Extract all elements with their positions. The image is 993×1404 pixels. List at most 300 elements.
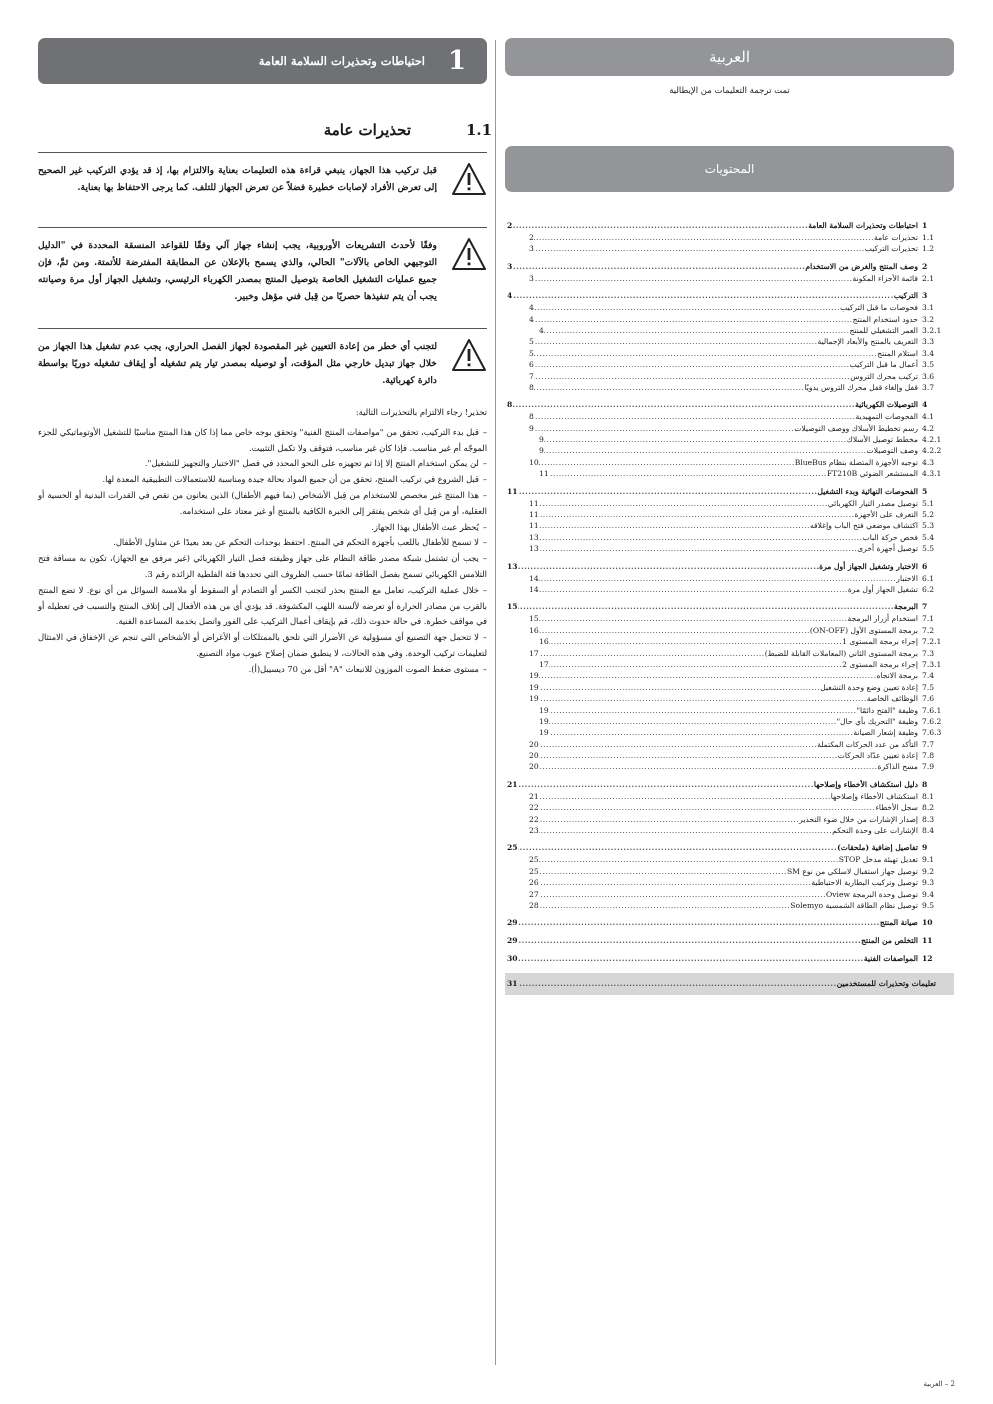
bullet-dash: – [482, 584, 487, 595]
toc-title: المستشعر الضوئي FT210B [826, 469, 918, 479]
toc-entry[interactable] [505, 814, 954, 825]
toc-title: قفل وإلغاء قفل محرك التروس يدويًا [804, 382, 918, 392]
toc-page: 13 [507, 561, 518, 571]
toc-title: التركيب [893, 291, 918, 301]
toc-leader [512, 260, 805, 273]
toc-entry[interactable] [505, 273, 954, 284]
toc-title: تشغيل الجهاز أول مرة [847, 584, 918, 594]
toc-title: برمجة المستوى الأول (ON-OFF) [809, 625, 918, 635]
toc-entry[interactable] [505, 509, 954, 520]
toc-number: 6.2 [922, 584, 935, 594]
toc-page: 19 [529, 682, 539, 692]
toc-title: تعليمات وتحذيرات للمستخدمين [836, 979, 936, 989]
caution-item [38, 630, 487, 662]
toc-number: 7.8 [922, 751, 935, 761]
toc-number: 4.3 [922, 457, 935, 467]
toc-page: 4 [529, 303, 534, 313]
toc-entry[interactable] [505, 900, 954, 911]
toc-leader [534, 359, 850, 370]
toc-leader [518, 600, 894, 613]
toc-number: 3.2 [922, 314, 935, 324]
toc-title: تعديل تهيئة مدخل STOP [838, 855, 918, 865]
toc-page: 17 [539, 659, 549, 669]
toc-title: التعرف على الأجهزة [854, 510, 918, 520]
toc-title: توصيل أجهزة أخرى [857, 544, 918, 554]
toc-number: 8.2 [922, 803, 935, 813]
toc-leader [534, 336, 818, 347]
toc-leader [518, 485, 818, 498]
toc-title: رسم تخطيط الأسلاك ووصف التوصيلات [794, 423, 918, 433]
toc-leader [539, 693, 867, 704]
toc-leader [539, 670, 877, 681]
toc-title: حدود استخدام المنتج [852, 314, 918, 324]
toc-title: برمجة الاتجاه [876, 671, 918, 681]
toc-leader [539, 761, 878, 772]
toc-page: 23 [529, 826, 539, 836]
toc-number: 2 [922, 261, 928, 271]
toc-page: 10 [529, 457, 539, 467]
toc-number: 9.1 [922, 855, 935, 865]
toc-page: 20 [529, 751, 539, 761]
toc-number: 3.2.1 [922, 325, 942, 335]
toc-page: 25 [529, 855, 539, 865]
toc-number: 9 [922, 843, 928, 853]
toc-leader [539, 739, 817, 750]
toc-title: التعريف بالمنتج والأبعاد الإجمالية [817, 337, 918, 347]
toc-title: توصيل مصدر التيار الكهربائي [827, 498, 918, 508]
toc-number: 5.2 [922, 510, 935, 520]
toc-page: 22 [529, 803, 539, 813]
subsection-heading [38, 121, 493, 139]
toc-entry[interactable] [505, 485, 954, 498]
toc-number: 3.5 [922, 360, 935, 370]
caution-text: لا تتحمل جهة التصنيع أي مسؤولية عن الأضرار التي تلحق بالممتلكات أو الأغراض أو الأشخاص التي تنجم عن الإخفاق في الامتثال لتعليمات تركيب الوحدة. وفي هذه الحالات، لا ينطبق ضمان إصلاح عيوب مواد التصنيع. [38, 632, 487, 658]
toc-entry[interactable] [505, 761, 954, 772]
bullet-dash: – [482, 474, 487, 485]
toc-number: 1.2 [922, 244, 935, 254]
toc-title: أعمال ما قبل التركيب [849, 360, 918, 370]
toc-number: 3.7 [922, 382, 935, 392]
toc-title: قائمة الأجزاء المكونة [852, 273, 918, 283]
toc-page: 21 [529, 791, 539, 801]
toc-leader [534, 243, 865, 254]
toc-entry[interactable] [505, 841, 954, 854]
toc-number: 4 [922, 400, 928, 410]
toc-entry[interactable] [505, 802, 954, 813]
caution-text: يُحظر عبث الأطفال بهذا الجهاز. [371, 521, 479, 532]
toc-title: الاختبار وتشغيل الجهاز أول مرة. [816, 561, 918, 571]
toc-entry[interactable] [505, 693, 954, 704]
toc-number: 8.4 [922, 826, 935, 836]
bullet-dash: – [482, 553, 487, 564]
toc-number: 5.5 [922, 544, 935, 554]
toc-leader [518, 560, 817, 573]
toc-title: دليل استكشاف الأخطاء وإصلاحها [813, 779, 918, 789]
language-banner [505, 38, 954, 76]
toc-entry[interactable] [505, 791, 954, 802]
toc-entry[interactable] [505, 382, 954, 393]
toc-page: 5 [529, 348, 534, 358]
toc-entry[interactable] [505, 584, 954, 595]
toc-page: 22 [529, 814, 539, 824]
toc-number: 11 [922, 936, 933, 946]
toc-title: التأكد من عدد الحركات المكتملة [817, 739, 918, 749]
toc-leader [539, 854, 839, 865]
toc-title: وصف التوصيلات [866, 446, 918, 456]
toc-leader [539, 573, 897, 584]
toc-leader [518, 916, 880, 929]
toc-leader [512, 398, 855, 411]
toc-entry[interactable] [505, 889, 954, 900]
toc-entry[interactable] [505, 778, 954, 791]
toc-leader [539, 457, 795, 468]
caution-item [38, 488, 487, 520]
page-footer: 2 – العربية [923, 1380, 955, 1388]
toc-page: 20 [529, 739, 539, 749]
toc-page: 31 [507, 979, 518, 989]
toc-title: التوصيلات الكهربائية [855, 400, 918, 410]
toc-entry[interactable] [505, 532, 954, 543]
toc-page: 15 [507, 602, 518, 612]
toc-leader [534, 411, 856, 422]
toc-title: تفاصيل إضافية (ملحقات) [837, 843, 918, 853]
warning-block [38, 328, 487, 389]
toc-entry[interactable] [505, 336, 954, 347]
toc-number: 8.3 [922, 814, 935, 824]
toc-leader [539, 802, 876, 813]
toc-entry[interactable] [505, 670, 954, 681]
toc-leader [534, 314, 853, 325]
contents-banner [505, 146, 954, 192]
toc-title: توصيل وحدة البرمجة Oview [826, 889, 918, 899]
toc-number: 3.4 [922, 348, 935, 358]
toc-entry[interactable] [505, 934, 954, 947]
bullet-dash: – [482, 663, 487, 674]
toc-leader [539, 543, 858, 554]
toc-page: 9 [539, 446, 544, 456]
bullet-dash: – [482, 537, 487, 548]
caution-item [38, 456, 487, 472]
toc-number: 7.9 [922, 762, 935, 772]
toc-page: 11 [529, 498, 539, 508]
toc-entry[interactable] [505, 243, 954, 254]
toc-page: 15 [529, 614, 539, 624]
toc-leader [549, 705, 857, 716]
toc-title: وظيفة "التحريك بأي حال" [836, 716, 918, 726]
toc-title: استكشاف الأخطاء وإصلاحها [830, 791, 918, 801]
toc-entry[interactable] [505, 739, 954, 750]
toc-entry[interactable] [505, 289, 954, 302]
toc-entry[interactable] [505, 457, 954, 468]
toc-entry[interactable] [505, 219, 954, 232]
toc-page: 14 [529, 573, 539, 583]
toc-page: 17 [529, 648, 539, 658]
toc-number: 7.4 [922, 671, 935, 681]
caution-item [38, 583, 487, 630]
toc-page: 19 [529, 694, 539, 704]
toc-number: 5.3 [922, 521, 935, 531]
subsection-title: تحذيرات عامة [323, 121, 411, 139]
toc-entry[interactable] [505, 973, 954, 995]
toc-number: 5 [922, 486, 928, 496]
toc-number: 3.6 [922, 371, 935, 381]
toc-entry[interactable] [505, 854, 954, 865]
toc-page: 21 [507, 779, 518, 789]
toc-title: الإشارات على وحدة التحكم [832, 826, 918, 836]
toc-entry[interactable] [505, 636, 954, 647]
toc-entry[interactable] [505, 705, 954, 716]
toc-entry[interactable] [505, 434, 954, 445]
toc-entry[interactable] [505, 659, 954, 670]
toc-page: 4 [539, 325, 544, 335]
toc-page: 11 [539, 469, 549, 479]
toc-number: 3.1 [922, 303, 935, 313]
toc-page: 8 [529, 382, 534, 392]
caution-text: قبل بدء التركيب، تحقق من "مواصفات المنتج الفنية" وتحقق بوجه خاص مما إذا كان هذا المنتج مناسبًا للتشغيل الأوتوماتيكي للجزء الموجّه أم غير مناسب. فإذا كان غير مناسب، فتوقف ولا تكمل التثبيت. [38, 426, 487, 453]
toc-number: 7.5 [922, 682, 935, 692]
toc-entry[interactable] [505, 727, 954, 738]
toc-leader [549, 727, 854, 738]
toc-page: 25 [507, 843, 518, 853]
toc-page: 29 [507, 936, 518, 946]
toc-number: 7.6 [922, 694, 935, 704]
toc-leader [534, 423, 794, 434]
toc-number: 4.2.1 [922, 435, 942, 445]
bullet-dash: – [482, 426, 487, 437]
toc-entry[interactable] [505, 325, 954, 336]
toc-page: 11 [529, 510, 539, 520]
toc-page: 3 [529, 273, 534, 283]
toc-entry[interactable] [505, 750, 954, 761]
section-title: احتياطات وتحذيرات السلامة العامة [258, 54, 425, 68]
toc-title: مسح الذاكرة [877, 762, 918, 772]
toc-number: 3.3 [922, 337, 935, 347]
toc-leader [549, 659, 842, 670]
toc-leader [518, 841, 838, 854]
caution-text: يجب أن تشتمل شبكة مصدر طاقة النظام على جهاز وظيفته فصل التيار الكهربائي (غير مرفق مع الجهاز)، تكون به مسافة فتح التلامس الكهربائي تسمح بفصل الطاقة تمامًا حسب الظروف التي تحددها فئة الفلطية الزائدة رقم 3. [38, 553, 487, 579]
toc-leader [539, 750, 838, 761]
toc-number: 10 [922, 918, 933, 928]
warning-text: قبل تركيب هذا الجهاز، ينبغي قراءة هذه التعليمات بعناية والالتزام بها، إذ قد يؤدي التركيب غير الصحيح إلى تعرض الأفراد لإصابات خطيرة فضلاً عن تعرض الجهاز للتلف. كما يرجى الاحتفاظ بها بعناية. [38, 165, 437, 193]
toc-title: إجراء برمجة المستوى 2 [842, 659, 918, 669]
toc-entry[interactable] [505, 359, 954, 370]
column-divider [495, 40, 496, 1365]
toc-entry[interactable] [505, 371, 954, 382]
toc-page: 25 [529, 866, 539, 876]
toc-title: العمر التشغيلي للمنتج [849, 325, 918, 335]
toc-number: 8 [922, 779, 928, 789]
contents-title: المحتويات [704, 162, 755, 176]
toc-number: 9.3 [922, 878, 935, 888]
toc-entry[interactable] [505, 348, 954, 359]
toc-page: 30 [507, 954, 518, 964]
cautions-heading: تحذير! رجاء الالتزام بالتحذيرات التالية: [355, 407, 487, 417]
toc-number: 7.2 [922, 625, 935, 635]
toc-title: اكتشاف موضعي فتح الباب وإغلاقه [809, 521, 918, 531]
toc-number: 6.1 [922, 573, 935, 583]
toc-page: 16 [539, 637, 549, 647]
toc-leader [539, 509, 855, 520]
toc-number: 5.1 [922, 498, 935, 508]
toc-entry[interactable] [505, 625, 954, 636]
toc-leader [518, 952, 864, 965]
toc-entry[interactable] [505, 877, 954, 888]
toc-leader [512, 219, 808, 232]
bullet-dash: – [482, 489, 487, 500]
warning-block [38, 227, 487, 305]
toc-entry[interactable] [505, 613, 954, 624]
toc-page: 27 [529, 889, 539, 899]
toc-entry[interactable] [505, 411, 954, 422]
toc-title: الفحوصات التمهيدية [855, 412, 918, 422]
toc-entry[interactable] [505, 600, 954, 613]
section-number: 1 [447, 46, 467, 76]
toc-entry[interactable] [505, 314, 954, 325]
toc-entry[interactable] [505, 468, 954, 479]
toc-page: 16 [529, 625, 539, 635]
toc-title: تحذيرات التركيب [864, 244, 918, 254]
toc-leader [549, 716, 837, 727]
toc-number: 7.3.1 [922, 659, 942, 669]
toc-leader [544, 445, 867, 456]
toc-leader [539, 877, 812, 888]
caution-item [38, 520, 487, 536]
toc-title: وظيفة "الفتح دائمًا" [856, 705, 918, 715]
toc-number: 1 [922, 221, 928, 230]
toc-entry[interactable] [505, 560, 954, 573]
toc-number: 8.1 [922, 791, 935, 801]
toc-leader [539, 866, 787, 877]
toc-page: 4 [529, 314, 534, 324]
toc-title: التخلص من المنتج [861, 936, 918, 946]
caution-item [38, 662, 487, 678]
toc-title: توجيه الأجهزة المتصلة بنظام BlueBus [794, 457, 918, 467]
toc-title: تحذيرات عامة [874, 233, 918, 242]
toc-page: 19 [539, 728, 549, 738]
toc-title: فحوصات ما قبل التركيب [840, 303, 918, 313]
toc-entry[interactable] [505, 543, 954, 554]
toc-title: مخطط توصيل الأسلاك [846, 435, 918, 445]
toc-number: 4.3.1 [922, 469, 942, 479]
bullet-dash: – [482, 521, 487, 532]
bullet-dash: – [482, 458, 487, 469]
toc-entry[interactable] [505, 520, 954, 531]
toc-title: إجراء برمجة المستوى 1 [842, 637, 918, 647]
toc-page: 11 [507, 486, 518, 496]
toc-title: وظيفة إشعار الصيانة [853, 728, 918, 738]
toc-leader [544, 434, 847, 445]
toc-leader [549, 636, 842, 647]
toc-page: 8 [507, 400, 513, 410]
toc-title: إعادة تعيين وضع وحدة التشغيل [820, 682, 918, 692]
toc-leader [518, 778, 814, 791]
toc-entry[interactable] [505, 682, 954, 693]
toc-entry[interactable] [505, 573, 954, 584]
caution-item [38, 472, 487, 488]
toc-number: 7.3 [922, 648, 935, 658]
toc-page: 26 [529, 878, 539, 888]
toc-page: 2 [507, 221, 513, 230]
caution-item [38, 551, 487, 583]
toc-leader [539, 613, 848, 624]
toc-number: 5.4 [922, 532, 935, 542]
toc-page: 3 [529, 244, 534, 254]
section-banner [38, 38, 487, 84]
toc-number: 12 [922, 954, 933, 964]
toc-entry[interactable] [505, 232, 954, 243]
toc-number: 4.2 [922, 423, 935, 433]
toc-page: 9 [529, 423, 534, 433]
toc-entry[interactable] [505, 825, 954, 836]
toc-leader [534, 348, 877, 359]
toc-title: توصيل جهاز استقبال لاسلكي من نوع SM [786, 866, 918, 876]
toc-entry[interactable] [505, 445, 954, 456]
toc-entry[interactable] [505, 260, 954, 273]
toc-page: 3 [507, 261, 513, 271]
toc-entry[interactable] [505, 952, 954, 965]
toc-title: الاختبار [896, 573, 918, 583]
toc-page: 29 [507, 918, 518, 928]
toc-page: 28 [529, 900, 539, 910]
toc-page: 9 [539, 435, 544, 445]
toc-page: 19 [539, 705, 549, 715]
toc-leader [539, 900, 791, 911]
toc-leader [539, 791, 831, 802]
toc-leader [539, 648, 765, 659]
toc-number: 7.6.1 [922, 705, 942, 715]
toc-number: 7.7 [922, 739, 935, 749]
toc-number: 3 [922, 291, 928, 301]
table-of-contents [505, 219, 954, 995]
toc-page: 11 [529, 521, 539, 531]
toc-page: 14 [529, 584, 539, 594]
toc-number: 9.4 [922, 889, 935, 899]
toc-leader [539, 520, 810, 531]
toc-leader [512, 289, 893, 302]
warning-text: لتجنب أي خطر من إعادة التعيين غير المقصودة لجهاز الفصل الحراري، يجب عدم تشغيل هذا الجهاز من خلال جهاز تبديل خارجي مثل المؤقت، أو توصيله بمصدر تيار يتم تشغيله أو إيقاف تشغيله دوريًا بواسطة دائرة كهربائية. [38, 341, 437, 386]
toc-leader [539, 814, 799, 825]
toc-number: 2.1 [922, 273, 935, 283]
toc-number: 7.1 [922, 614, 935, 624]
toc-entry[interactable] [505, 866, 954, 877]
toc-entry[interactable] [505, 302, 954, 313]
toc-leader [534, 232, 874, 243]
toc-leader [544, 325, 850, 336]
toc-title: الفحوصات النهائية وبدء التشغيل [817, 486, 918, 496]
toc-title: برمجة المستوى الثاني (المعاملات القابلة للضبط) [764, 648, 918, 658]
toc-number: 1.1 [922, 233, 935, 242]
toc-entry[interactable] [505, 398, 954, 411]
toc-entry[interactable] [505, 648, 954, 659]
toc-leader [539, 625, 810, 636]
warning-triangle-icon [443, 338, 487, 389]
toc-entry[interactable] [505, 498, 954, 509]
toc-leader [518, 973, 837, 995]
toc-page: 8 [529, 412, 534, 422]
toc-title: احتياطات وتحذيرات السلامة العامة [808, 221, 918, 230]
caution-text: خلال عملية التركيب، تعامل مع المنتج بحذر لتجنب الكسر أو التصادم أو السقوط أو ملامسة السوائل من أي نوع. لا تضع المنتج بالقرب من مصادر الحرارة أو تعرضه لألسنة اللهب المكشوفة. قد يؤدي أي من هذه الأفعال إلى إتلاف المنتج والتسبب في تعطيله أو في مواقف خطرة. في حالة حدوث ذلك، قم بإيقاف أعمال التركيب على الفور واتصل بخدمة المساعدة الفنية. [38, 584, 487, 627]
toc-leader [539, 498, 828, 509]
toc-title: توصيل نظام الطاقة الشمسية Solemyo [790, 900, 918, 910]
toc-number: 9.2 [922, 866, 935, 876]
language-title: العربية [709, 48, 750, 66]
toc-number: 4.1 [922, 412, 935, 422]
toc-entry[interactable] [505, 916, 954, 929]
toc-title: تركيب محرك التروس [850, 371, 918, 381]
toc-entry[interactable] [505, 423, 954, 434]
toc-leader [539, 532, 863, 543]
toc-entry[interactable] [505, 716, 954, 727]
